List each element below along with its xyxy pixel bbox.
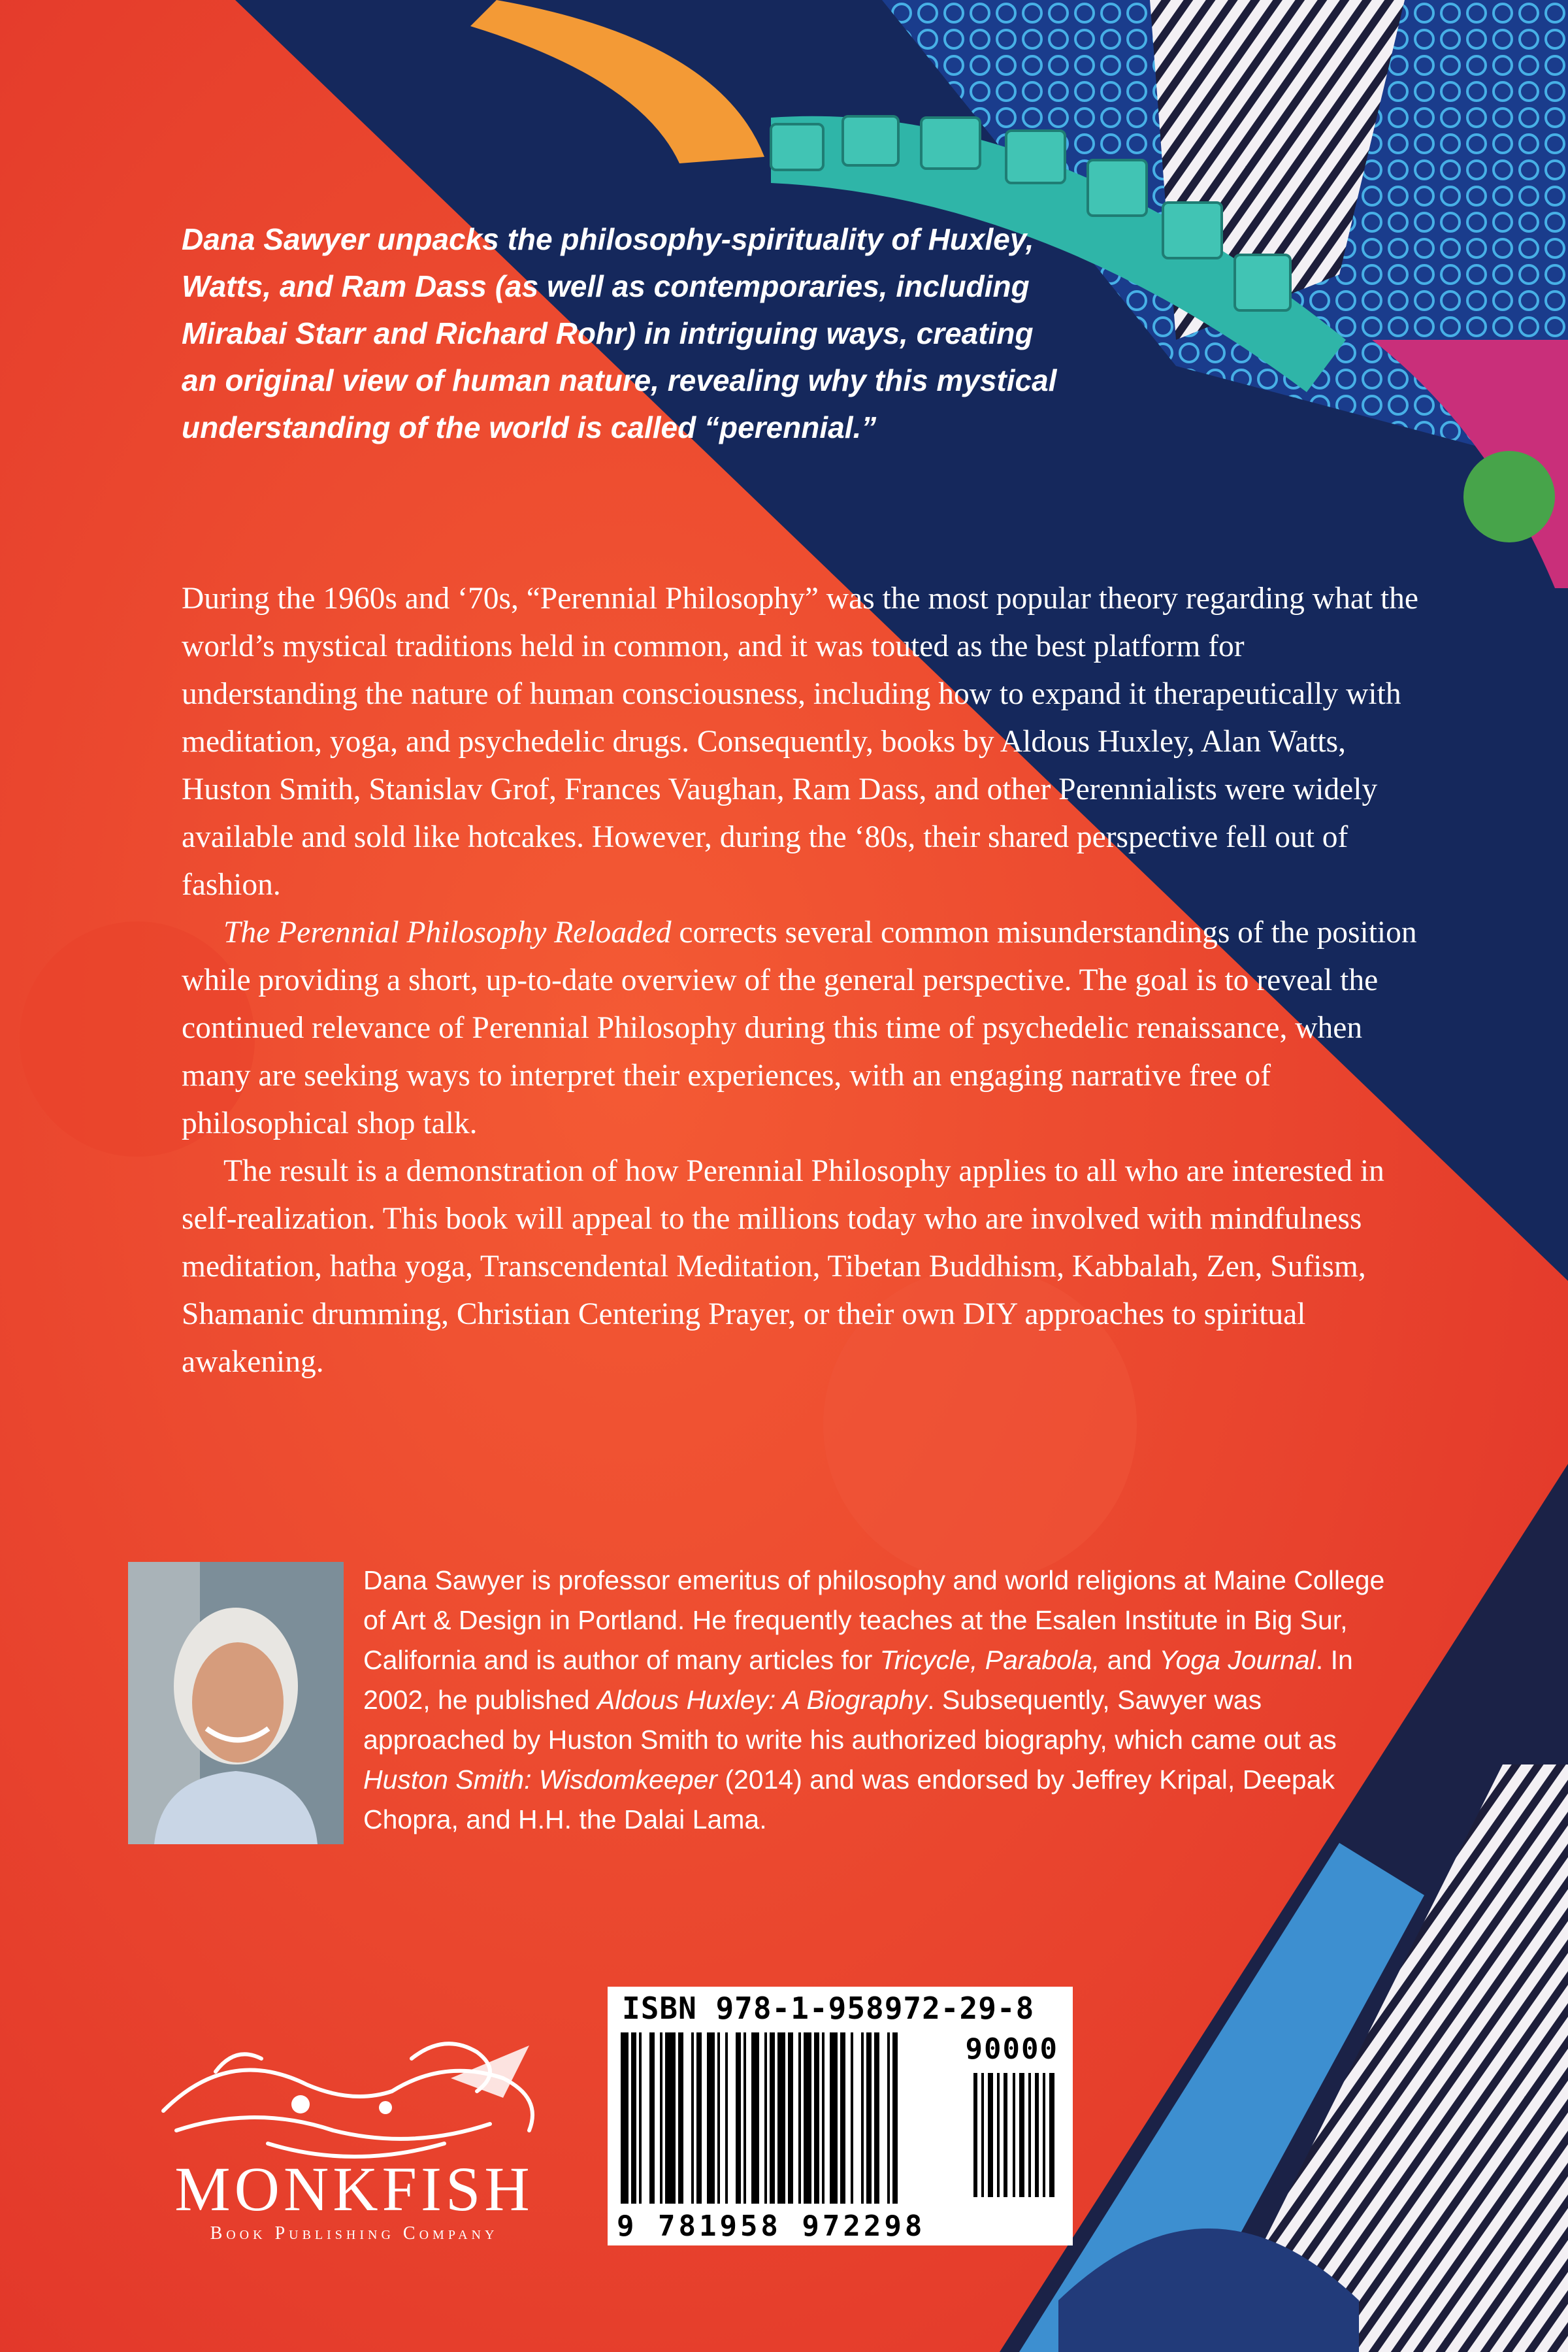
description-paragraph-2-text: corrects several common misunderstandings of the position while providing a short, up-to-date overview of the general perspective. The goal is to reveal the continued relevance of Perennial Philosophy during this time of psychedelic renaissance, when many are seeking ways to interpret their experiences, with an engaging narrative free of philosophical shop talk. bbox=[182, 916, 1417, 1140]
bio-publications-2: Yoga Journal bbox=[1159, 1645, 1316, 1675]
price-code: 90000 bbox=[965, 2032, 1058, 2066]
author-bio bbox=[363, 1561, 1409, 1840]
bio-text-1: Dana Sawyer is professor emeritus of philosophy and world religions at Maine College of Art & Design in Portland. He frequently teaches at the Esalen Institute in Big Sur, California and is author of many articles for bbox=[363, 1565, 1385, 1675]
bio-text-3: . In 2002, he published bbox=[363, 1645, 1353, 1715]
bio-book-1: Aldous Huxley: A Biography bbox=[596, 1685, 928, 1715]
isbn-label: ISBN 978-1-958972-29-8 bbox=[622, 1991, 1035, 2026]
isbn-barcode bbox=[608, 1987, 1073, 2245]
publisher-name: MONKFISH bbox=[174, 2154, 534, 2224]
bio-text-2: and bbox=[1100, 1645, 1160, 1675]
publisher-subtitle: Book Publishing Company bbox=[210, 2223, 498, 2244]
book-description bbox=[182, 575, 1423, 1386]
barcode-bars bbox=[621, 2032, 973, 2209]
bio-text-4: . Subsequently, Sawyer was approached by Huston Smith to write his authorized biography, which came out as bbox=[363, 1685, 1337, 1755]
ean-digits: 9 781958 972298 bbox=[617, 2210, 926, 2243]
description-paragraph-2 bbox=[182, 909, 1423, 1148]
bio-book-2: Huston Smith: Wisdomkeeper bbox=[363, 1764, 717, 1795]
bio-publications-1: Tricycle, Parabola, bbox=[879, 1645, 1100, 1675]
book-title-reference: The Perennial Philosophy Reloaded bbox=[223, 916, 672, 950]
description-paragraph-1: During the 1960s and ‘70s, “Perennial Philosophy” was the most popular theory regarding what the world’s mystical traditions held in common, and it was touted as the best platform for understanding the nature of human consciousness, including how to expand it therapeutically with meditation, yoga, and psychedelic drugs. Consequently, books by Aldous Huxley, Alan Watts, Huston Smith, Stanislav Grof, Frances Vaughan, Ram Dass, and other Perennialists were widely available and sold like hotcakes. However, during the ‘80s, their shared perspective fell out of fashion. bbox=[182, 582, 1419, 902]
price-bars bbox=[973, 2073, 1058, 2197]
bio-text-5: (2014) and was endorsed by Jeffrey Kripal, Deepak Chopra, and H.H. the Dalai Lama. bbox=[363, 1764, 1335, 1834]
description-paragraph-3: The result is a demonstration of how Perennial Philosophy applies to all who are interested in self-realization. This book will appeal to the millions today who are involved with mindfulness meditation, hatha yoga, Transcendental Meditation, Tibetan Buddhism, Kabbalah, Zen, Sufism, Shamanic drumming, Christian Centering Prayer, or their own DIY approaches to spiritual awakening. bbox=[182, 1154, 1384, 1379]
review-blurb: Dana Sawyer unpacks the philosophy-spirituality of Huxley, Watts, and Ram Dass (as well as contemporaries, including Mirabai Starr and Richard Rohr) in intriguing ways, creating an original view of human nature, revealing why this mystical understanding of the world is called “perennial.” bbox=[182, 222, 1057, 444]
author-photo bbox=[128, 1562, 344, 1844]
